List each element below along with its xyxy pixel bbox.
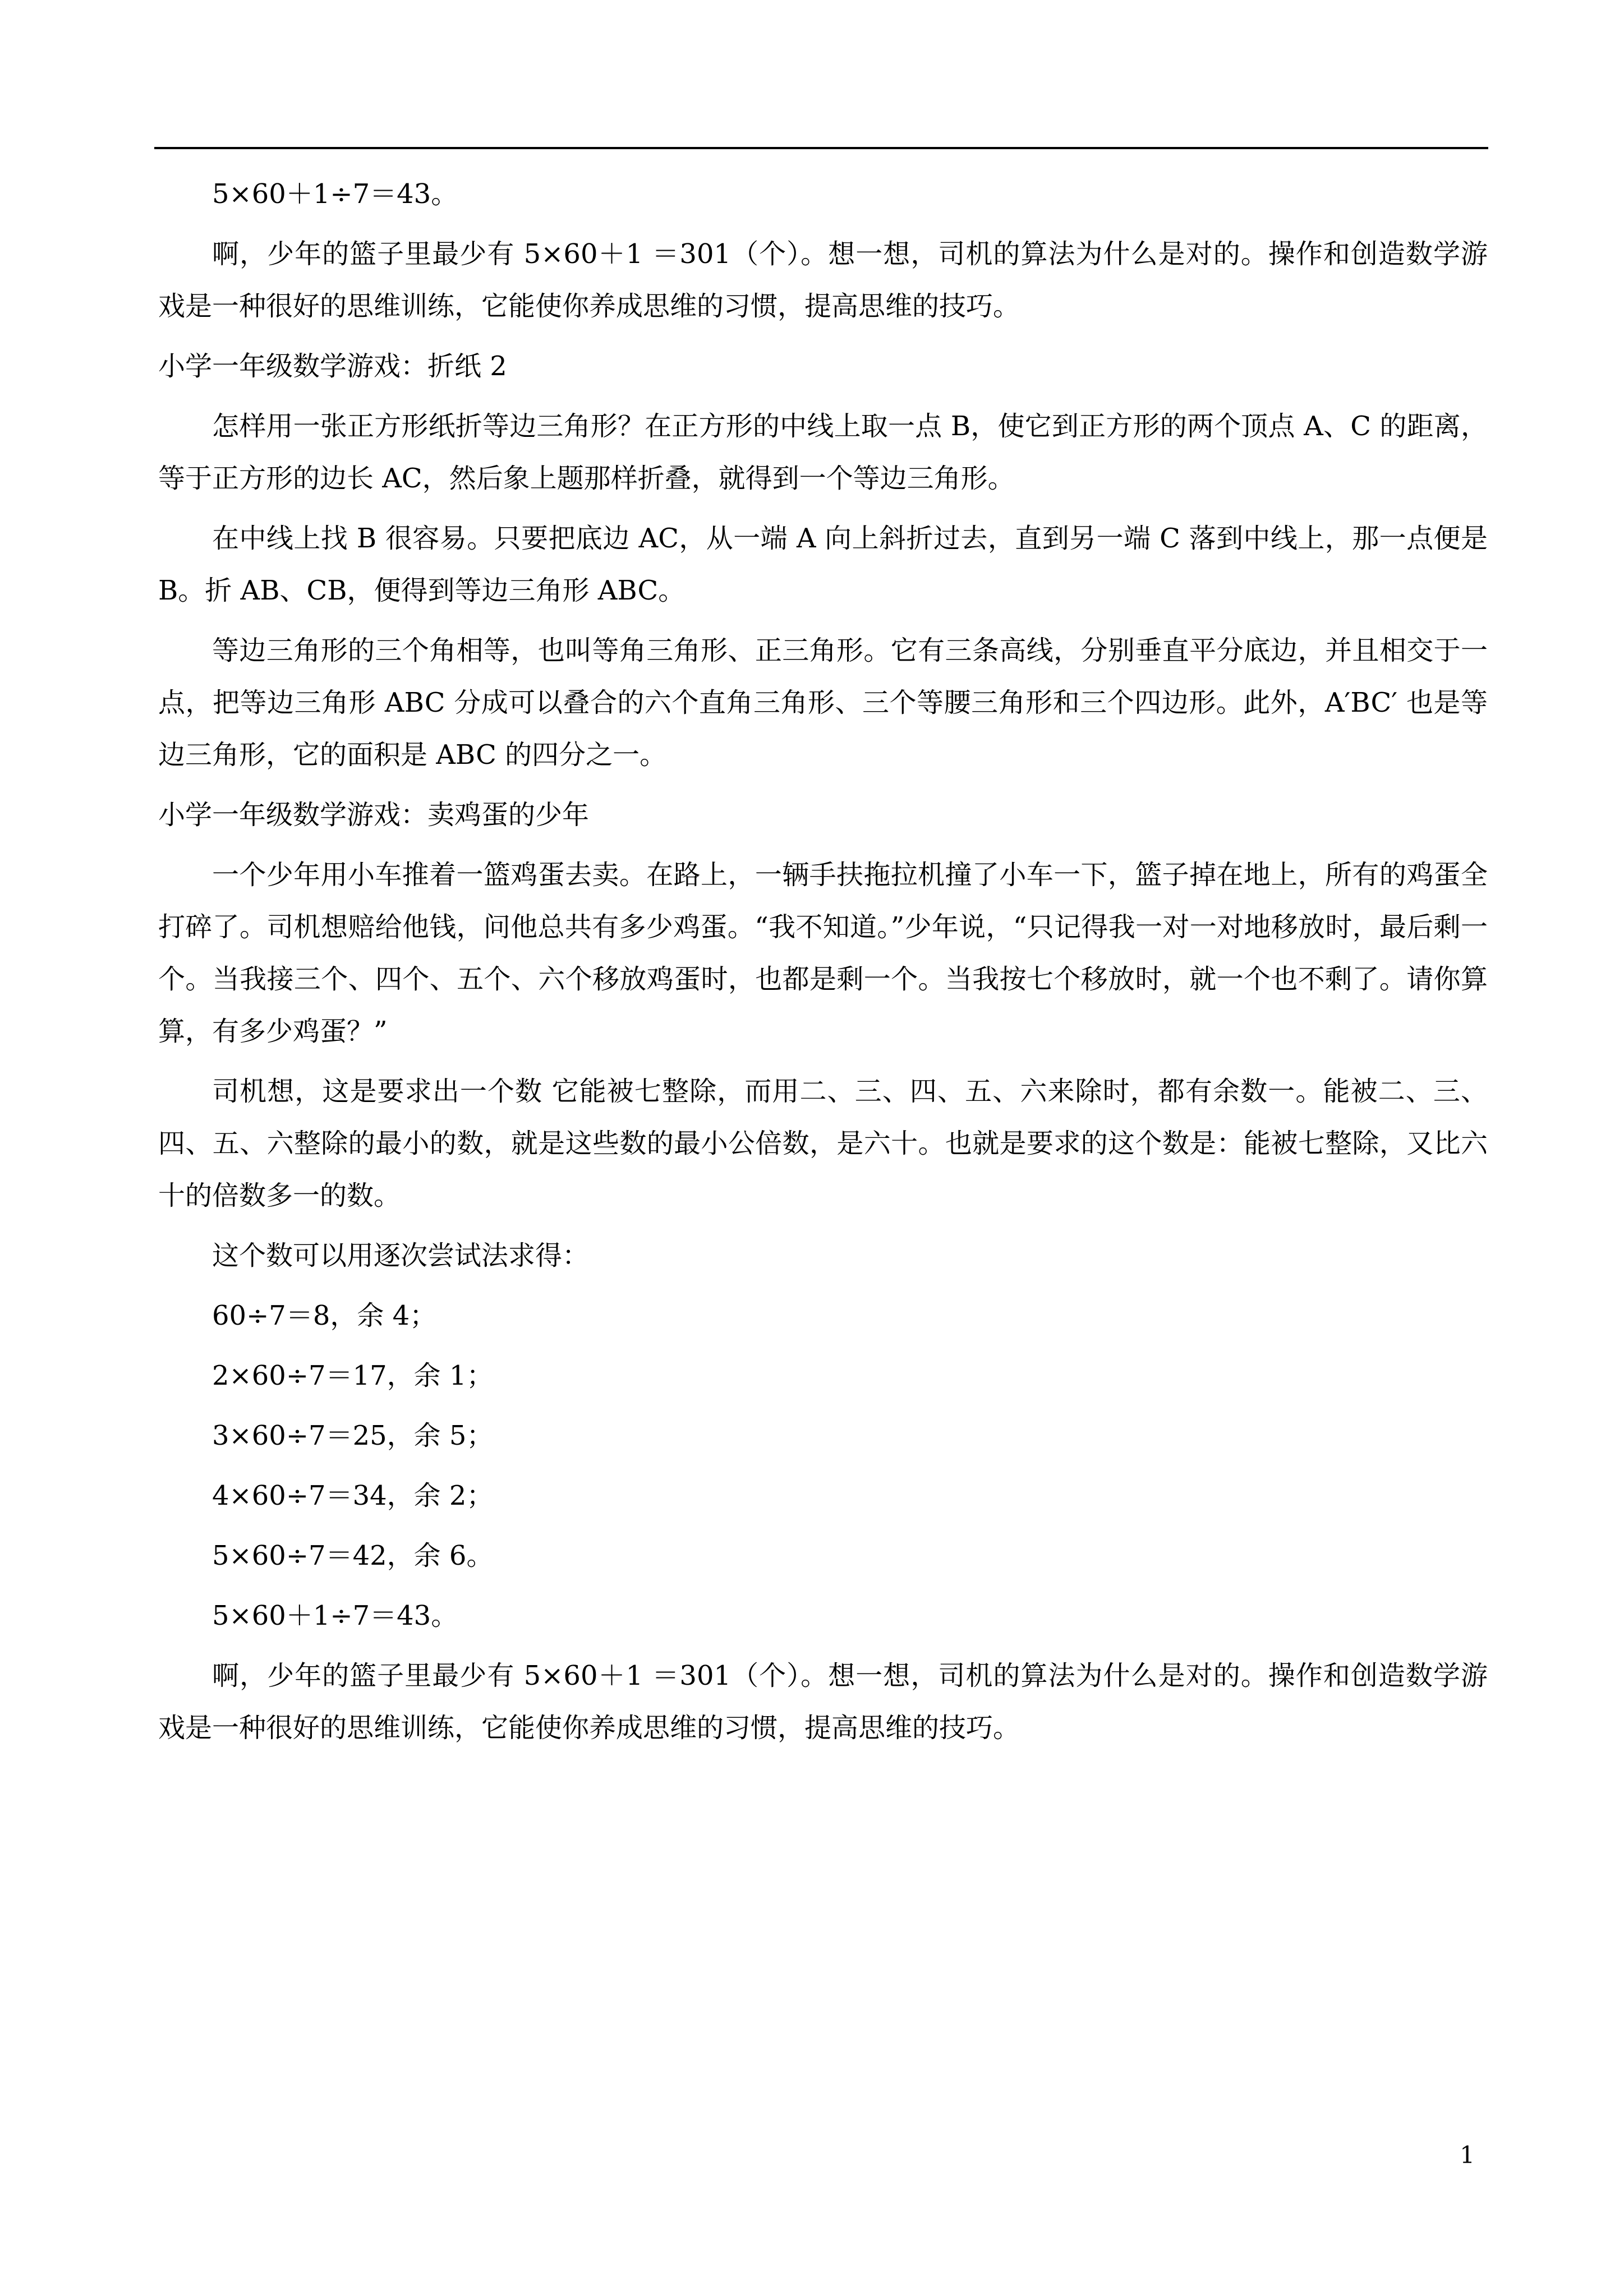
formula-line: 2×60÷7＝17，余 1； xyxy=(212,1360,494,1391)
paragraph: 啊，少年的篮子里最少有 5×60＋1 ＝301（个）。想一想，司机的算法为什么是对的。操作和创造数学游戏是一种很好的思维训练，它能使你养成思维的习惯，提高思维的技巧。 xyxy=(158,238,1488,322)
paragraph: 等边三角形的三个角相等，也叫等角三角形、正三角形。它有三条高线，分别垂直平分底边，并且相交于一点，把等边三角形 ABC 分成可以叠合的六个直角三角形、三个等腰三角形和三个四边形。此外，A′BC′ 也是等边三角形，它的面积是 ABC 的四分之一。 xyxy=(158,635,1488,771)
document-body xyxy=(158,168,1488,1762)
formula-line: 5×60÷7＝42，余 6。 xyxy=(212,1540,494,1571)
section-heading: 小学一年级数学游戏：卖鸡蛋的少年 xyxy=(158,799,590,831)
formula-line: 60÷7＝8，余 4； xyxy=(212,1300,437,1331)
formula-line: 5×60＋1÷7＝43。 xyxy=(212,178,458,210)
formula-line: 5×60＋1÷7＝43。 xyxy=(212,1600,458,1631)
paragraph: 在中线上找 B 很容易。只要把底边 AC，从一端 A 向上斜折过去，直到另一端 C 落到中线上，那一点便是 B。折 AB、CB，便得到等边三角形 ABC。 xyxy=(158,523,1488,606)
paragraph: 啊，少年的篮子里最少有 5×60＋1 ＝301（个）。想一想，司机的算法为什么是对的。操作和创造数学游戏是一种很好的思维训练，它能使你养成思维的习惯，提高思维的技巧。 xyxy=(158,1660,1488,1744)
section-heading: 小学一年级数学游戏：折纸 2 xyxy=(158,351,507,382)
paragraph: 怎样用一张正方形纸折等边三角形？在正方形的中线上取一点 B，使它到正方形的两个顶点 A、C 的距离，等于正方形的边长 AC，然后象上题那样折叠，就得到一个等边三角形。 xyxy=(158,411,1488,494)
formula-line: 4×60÷7＝34，余 2； xyxy=(212,1480,494,1511)
page-number: 1 xyxy=(1460,2141,1475,2169)
paragraph: 司机想，这是要求出一个数 它能被七整除，而用二、三、四、五、六来除时，都有余数一。能被二、三、四、五、六整除的最小的数，就是这些数的最小公倍数，是六十。也就是要求的这个数是：能被七整除，又比六十的倍数多一的数。 xyxy=(158,1076,1488,1211)
header-rule xyxy=(154,147,1488,149)
formula-line: 这个数可以用逐次尝试法求得： xyxy=(212,1240,590,1271)
formula-line: 3×60÷7＝25，余 5； xyxy=(212,1420,494,1451)
paragraph: 一个少年用小车推着一篮鸡蛋去卖。在路上，一辆手扶拖拉机撞了小车一下，篮子掉在地上，所有的鸡蛋全打碎了。司机想赔给他钱，问他总共有多少鸡蛋。“我不知道。”少年说，“只记得我一对一对地移放时，最后剩一个。当我接三个、四个、五个、六个移放鸡蛋时，也都是剩一个。当我按七个移放时，就一个也不剩了。请你算算，有多少鸡蛋？” xyxy=(158,859,1488,1047)
